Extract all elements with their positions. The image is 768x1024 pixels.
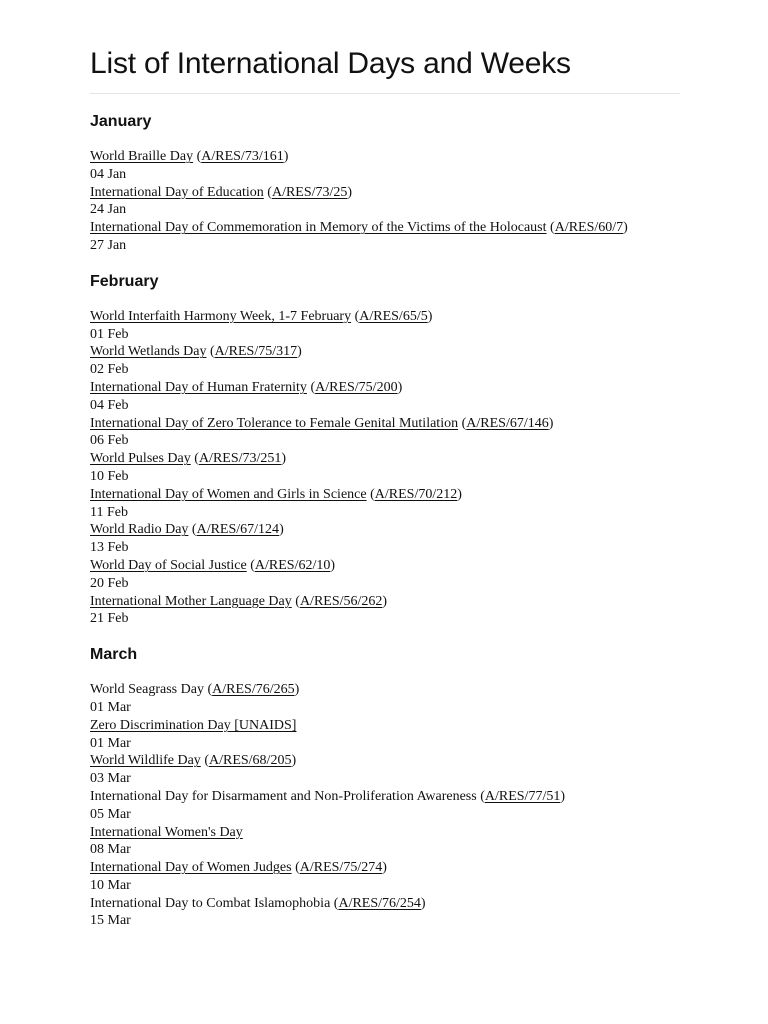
resolution-link[interactable]: A/RES/73/25 xyxy=(271,184,348,200)
resolution-link[interactable]: A/RES/67/124 xyxy=(196,522,280,538)
event-item: World Wetlands Day (A/RES/75/317) 02 Feb xyxy=(90,343,680,379)
resolution-link[interactable]: A/RES/75/317 xyxy=(214,344,298,360)
document-page xyxy=(90,0,680,930)
event-item xyxy=(90,717,680,753)
event-title-link[interactable]: International Day of Commemoration in Memory of the Victims of the Holocaust xyxy=(90,220,547,236)
event-title-link[interactable]: International Day of Education xyxy=(90,184,264,200)
event-date: 13 Feb xyxy=(90,540,129,556)
event-title-link[interactable]: World Braille Day xyxy=(90,149,194,164)
page-title: List of International Days and Weeks xyxy=(90,0,680,94)
event-item: International Day of Commemoration in Memory of the Victims of the Holocaust (A/RES/60/7) 27 Jan xyxy=(90,219,680,255)
event-item: International Day of Women and Girls in Science (A/RES/70/212) 11 Feb xyxy=(90,486,680,522)
event-title-link[interactable]: World Day of Social Justice xyxy=(90,557,247,573)
event-date: 10 Feb xyxy=(90,468,129,484)
event-date: 04 Feb xyxy=(90,397,129,413)
event-date: 01 Feb xyxy=(90,326,129,342)
event-date: 11 Feb xyxy=(90,504,128,520)
event-date: 01 Mar xyxy=(90,699,131,715)
resolution-link[interactable]: A/RES/70/212 xyxy=(374,486,458,502)
event-item: World Radio Day (A/RES/67/124) 13 Feb xyxy=(90,521,680,557)
month-heading: February xyxy=(90,272,159,290)
event-item: World Seagrass Day (A/RES/76/265) 01 Mar xyxy=(90,681,680,717)
event-item xyxy=(90,824,680,860)
event-title-link[interactable]: World Wildlife Day xyxy=(90,753,201,769)
event-title-link[interactable]: International Day of Women Judges xyxy=(90,860,292,876)
resolution-link[interactable]: A/RES/67/146 xyxy=(466,415,549,431)
event-date: 15 Mar xyxy=(90,913,131,929)
event-item: International Day of Zero Tolerance to Female Genital Mutilation (A/RES/67/146) 06 Feb xyxy=(90,415,680,451)
event-title-link[interactable]: International Mother Language Day xyxy=(90,593,292,609)
resolution-link[interactable]: A/RES/60/7 xyxy=(554,220,624,236)
event-date: 27 Jan xyxy=(90,237,127,253)
event-item: World Pulses Day (A/RES/73/251) 10 Feb xyxy=(90,450,680,486)
event-title-link[interactable]: World Radio Day xyxy=(90,522,189,538)
event-title-link[interactable]: International Women's Day xyxy=(90,824,243,840)
event-date: 01 Mar xyxy=(90,735,131,751)
event-title: International Day for Disarmament and Non-Proliferation Awareness xyxy=(90,788,477,804)
event-title-link[interactable]: World Interfaith Harmony Week, 1-7 February xyxy=(90,308,352,324)
resolution-link[interactable]: A/RES/73/161 xyxy=(201,149,284,164)
resolution-link[interactable]: A/RES/56/262 xyxy=(299,593,383,609)
event-item: International Day to Combat Islamophobia (A/RES/76/254) 15 Mar xyxy=(90,895,680,931)
resolution-link[interactable]: A/RES/68/205 xyxy=(208,753,292,769)
resolution-link[interactable]: A/RES/73/251 xyxy=(198,451,282,467)
event-title-link[interactable]: World Wetlands Day xyxy=(90,344,207,360)
event-title: International Day to Combat Islamophobia xyxy=(90,895,331,911)
event-date: 20 Feb xyxy=(90,575,129,591)
event-date: 10 Mar xyxy=(90,877,131,893)
month-heading: March xyxy=(90,646,138,664)
resolution-link[interactable]: A/RES/77/51 xyxy=(484,788,561,804)
resolution-link[interactable]: A/RES/76/265 xyxy=(212,682,295,698)
event-date: 03 Mar xyxy=(90,771,131,787)
resolution-link[interactable]: A/RES/62/10 xyxy=(254,557,331,573)
event-date: 05 Mar xyxy=(90,806,131,822)
event-title-link[interactable]: International Day of Zero Tolerance to Female Genital Mutilation xyxy=(90,415,459,431)
resolution-link[interactable]: A/RES/76/254 xyxy=(338,895,421,911)
event-item: World Day of Social Justice (A/RES/62/10) 20 Feb xyxy=(90,557,680,593)
event-item: International Mother Language Day (A/RES/56/262) 21 Feb xyxy=(90,593,680,629)
resolution-link[interactable]: A/RES/65/5 xyxy=(359,308,428,324)
event-item: World Interfaith Harmony Week, 1-7 February (A/RES/65/5) 01 Feb xyxy=(90,308,680,344)
month-section-january xyxy=(90,112,680,255)
event-title: World Seagrass Day xyxy=(90,682,204,698)
month-section-march xyxy=(90,645,680,930)
event-date: 24 Jan xyxy=(90,202,127,218)
event-item: World Wildlife Day (A/RES/68/205) 03 Mar xyxy=(90,752,680,788)
resolution-link[interactable]: A/RES/75/274 xyxy=(299,860,383,876)
event-title-link[interactable]: International Day of Human Fraternity xyxy=(90,379,307,395)
event-title-link[interactable]: World Pulses Day xyxy=(90,451,191,467)
resolution-link[interactable]: A/RES/75/200 xyxy=(315,379,398,395)
event-date: 02 Feb xyxy=(90,362,129,378)
event-item: International Day of Human Fraternity (A/RES/75/200) 04 Feb xyxy=(90,379,680,415)
months-container xyxy=(90,112,680,930)
month-section-february xyxy=(90,272,680,628)
month-heading: January xyxy=(90,113,152,130)
event-title-link[interactable]: Zero Discrimination Day [UNAIDS] xyxy=(90,717,297,733)
event-list xyxy=(90,148,680,255)
event-item: International Day for Disarmament and Non-Proliferation Awareness (A/RES/77/51) 05 Mar xyxy=(90,788,680,824)
event-title-link[interactable]: International Day of Women and Girls in Science xyxy=(90,486,367,502)
event-item: International Day of Education (A/RES/73/25) 24 Jan xyxy=(90,184,680,220)
event-list xyxy=(90,308,680,628)
event-date: 06 Feb xyxy=(90,433,129,449)
event-date: 21 Feb xyxy=(90,611,129,627)
event-date: 08 Mar xyxy=(90,842,131,858)
event-item: International Day of Women Judges (A/RES/75/274) 10 Mar xyxy=(90,859,680,895)
event-item: World Braille Day (A/RES/73/161) 04 Jan xyxy=(90,148,680,184)
event-date: 04 Jan xyxy=(90,166,127,182)
event-list xyxy=(90,681,680,930)
